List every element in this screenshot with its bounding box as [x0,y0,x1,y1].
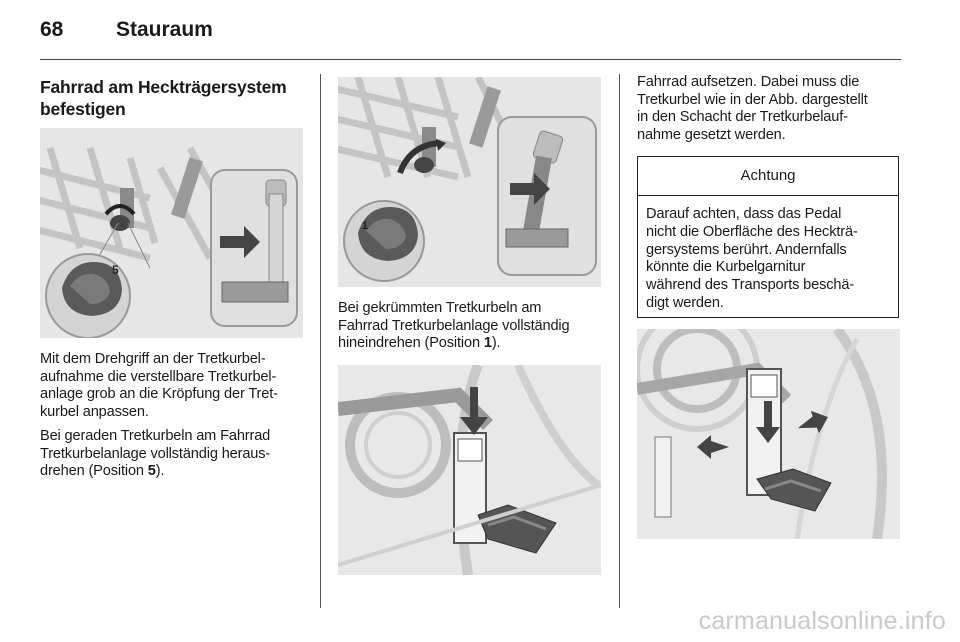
col2-text [338,300,602,353]
header-rule [40,59,901,60]
figure-crank-adjust-position-1 [338,77,601,287]
figure-position-label-1: 1 [362,220,369,232]
paragraph: Bei geraden Tretkurbeln am Fahrrad Tretkurbelanlage vollständig heraus- drehen (Position 5). [40,428,271,479]
warning-box [637,156,899,318]
figure-pedal-insertion [338,365,601,575]
figure-pedal-clamp [637,329,900,539]
figure-crank-adjust-position-5 [40,128,303,338]
section-title: Fahrrad am Heckträgersystem befestigen [40,77,287,119]
column-1 [40,74,304,120]
page-number: 68 [40,18,64,41]
paragraph: Mit dem Drehgriff an der Tretkurbel- aufnahme die verstellbare Tretkurbel- anlage grob an die Kröpfung der Tret- kurbel anpassen. [40,351,278,420]
page-header-title: Stauraum [116,18,213,41]
paragraph: Bei gekrümmten Tretkurbeln am Fahrrad Tretkurbelanlage vollständig hineindrehen (Position 1). [338,300,570,351]
warning-heading: Achtung [638,157,898,196]
column-separator-1 [320,74,321,608]
watermark: carmanualsonline.info [698,607,946,635]
column-separator-2 [619,74,620,608]
position-value: 1 [483,335,492,351]
paragraph: Fahrrad aufsetzen. Dabei muss die Tretkurbel wie in der Abb. dargestellt in den Schacht der Tretkurbelauf- nahme gesetzt werden. [637,74,868,143]
warning-text: Darauf achten, dass das Pedal nicht die Oberfläche des Heckträ- gersystems berührt. Andernfalls könnte die Kurbelgarnitur während des Transports beschä- digt werden. [646,206,858,311]
col3-text [637,74,901,144]
col1-text [40,351,304,481]
figure-position-label-5: 5 [112,263,119,277]
position-value: 5 [147,463,156,479]
